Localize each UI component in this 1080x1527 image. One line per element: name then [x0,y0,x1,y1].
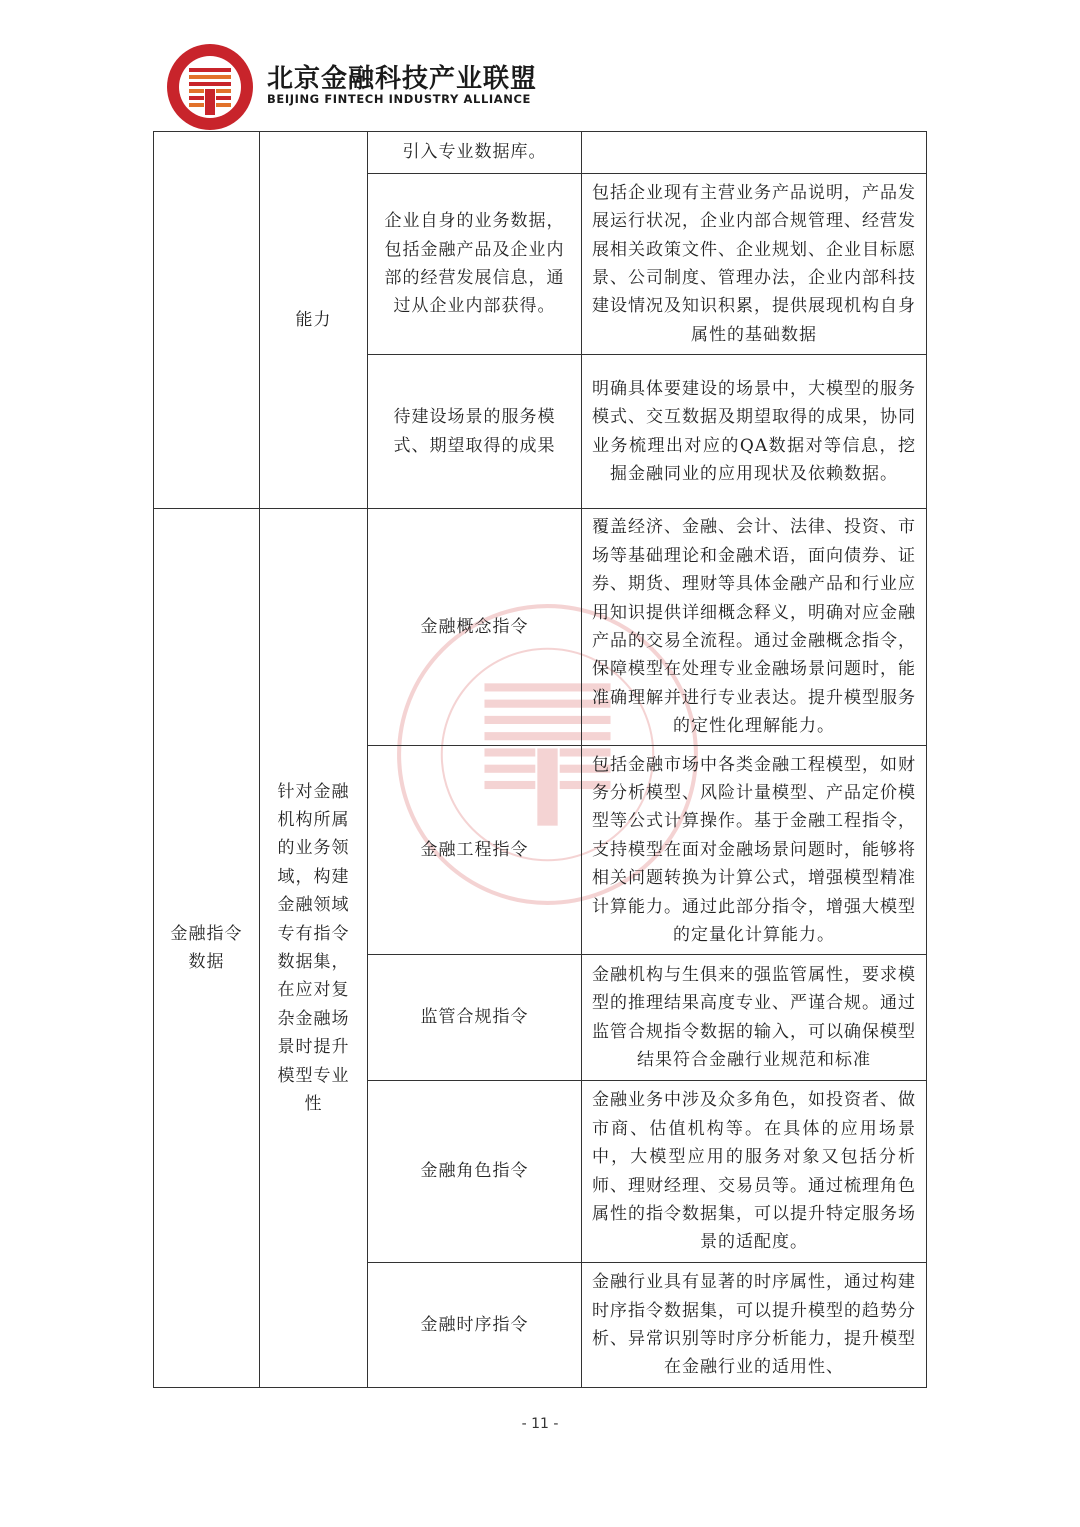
org-name-en: BEIJING FINTECH INDUSTRY ALLIANCE [267,92,531,106]
instruction-content-cell: 覆盖经济、金融、会计、法律、投资、市场等基础理论和金融术语，面向债券、证券、期货、理财等具体金融产品和行业应用知识提供详细概念释义，明确对应金融产品的交易全流程。通过金融概念指令，保障模型在处理专业金融场景问题时，能准确理解并进行专业表达。提升模型服务的定性化理解能力。 [582,509,927,746]
org-name-cn: 北京金融科技产业联盟 [267,64,538,94]
page-number: - 11 - [521,1416,559,1432]
content-cell: 包括企业现有主营业务产品说明，产品发展运行状况，企业内部合规管理、经营发展相关政策文件、企业规划、企业目标愿景、公司制度、管理办法，企业内部科技建设情况及知识积累，提供展现机构自身属性的基础数据 [582,174,927,355]
category-cell: 金融指令数据 [154,509,260,1388]
instruction-name-cell: 金融角色指令 [368,1081,582,1263]
category-cell-continued [154,132,260,509]
instruction-content-cell: 金融行业具有显著的时序属性，通过构建时序指令数据集，可以提升模型的趋势分析、异常识别等时序分析能力，提升模型在金融行业的适用性、 [582,1263,927,1388]
instruction-data-table [153,131,927,1388]
instruction-name-cell: 金融概念指令 [368,509,582,746]
source-cell: 引入专业数据库。 [368,132,582,174]
instruction-content-cell: 包括金融市场中各类金融工程模型，如财务分析模型、风险计量模型、产品定价模型等公式计算操作。基于金融工程指令，支持模型在面对金融场景问题时，能够将相关问题转换为计算公式，增强模型精准计算能力。通过此部分指令，增强大模型的定量化计算能力。 [582,746,927,955]
capability-cell: 能力 [260,132,368,509]
alliance-logo [165,42,255,132]
instruction-name-cell: 金融时序指令 [368,1263,582,1388]
instruction-name-cell: 金融工程指令 [368,746,582,955]
instruction-name-cell: 监管合规指令 [368,955,582,1081]
instruction-content-cell: 金融业务中涉及众多角色，如投资者、做市商、估值机构等。在具体的应用场景中，大模型应用的服务对象又包括分析师、理财经理、交易员等。通过梳理角色属性的指令数据集，可以提升特定服务场景的适配度。 [582,1081,927,1263]
source-cell: 企业自身的业务数据，包括金融产品及企业内部的经营发展信息，通过从企业内部获得。 [368,174,582,355]
content-cell [582,132,927,174]
instruction-content-cell: 金融机构与生俱来的强监管属性，要求模型的推理结果高度专业、严谨合规。通过监管合规指令数据的输入，可以确保模型结果符合金融行业规范和标准 [582,955,927,1081]
content-cell: 明确具体要建设的场景中，大模型的服务模式、交互数据及期望取得的成果，协同业务梳理出对应的QA数据对等信息，挖掘金融同业的应用现状及依赖数据。 [582,355,927,509]
source-cell: 待建设场景的服务模式、期望取得的成果 [368,355,582,509]
purpose-cell: 针对金融机构所属的业务领域，构建金融领域专有指令数据集，在应对复杂金融场景时提升模型专业性 [260,509,368,1388]
